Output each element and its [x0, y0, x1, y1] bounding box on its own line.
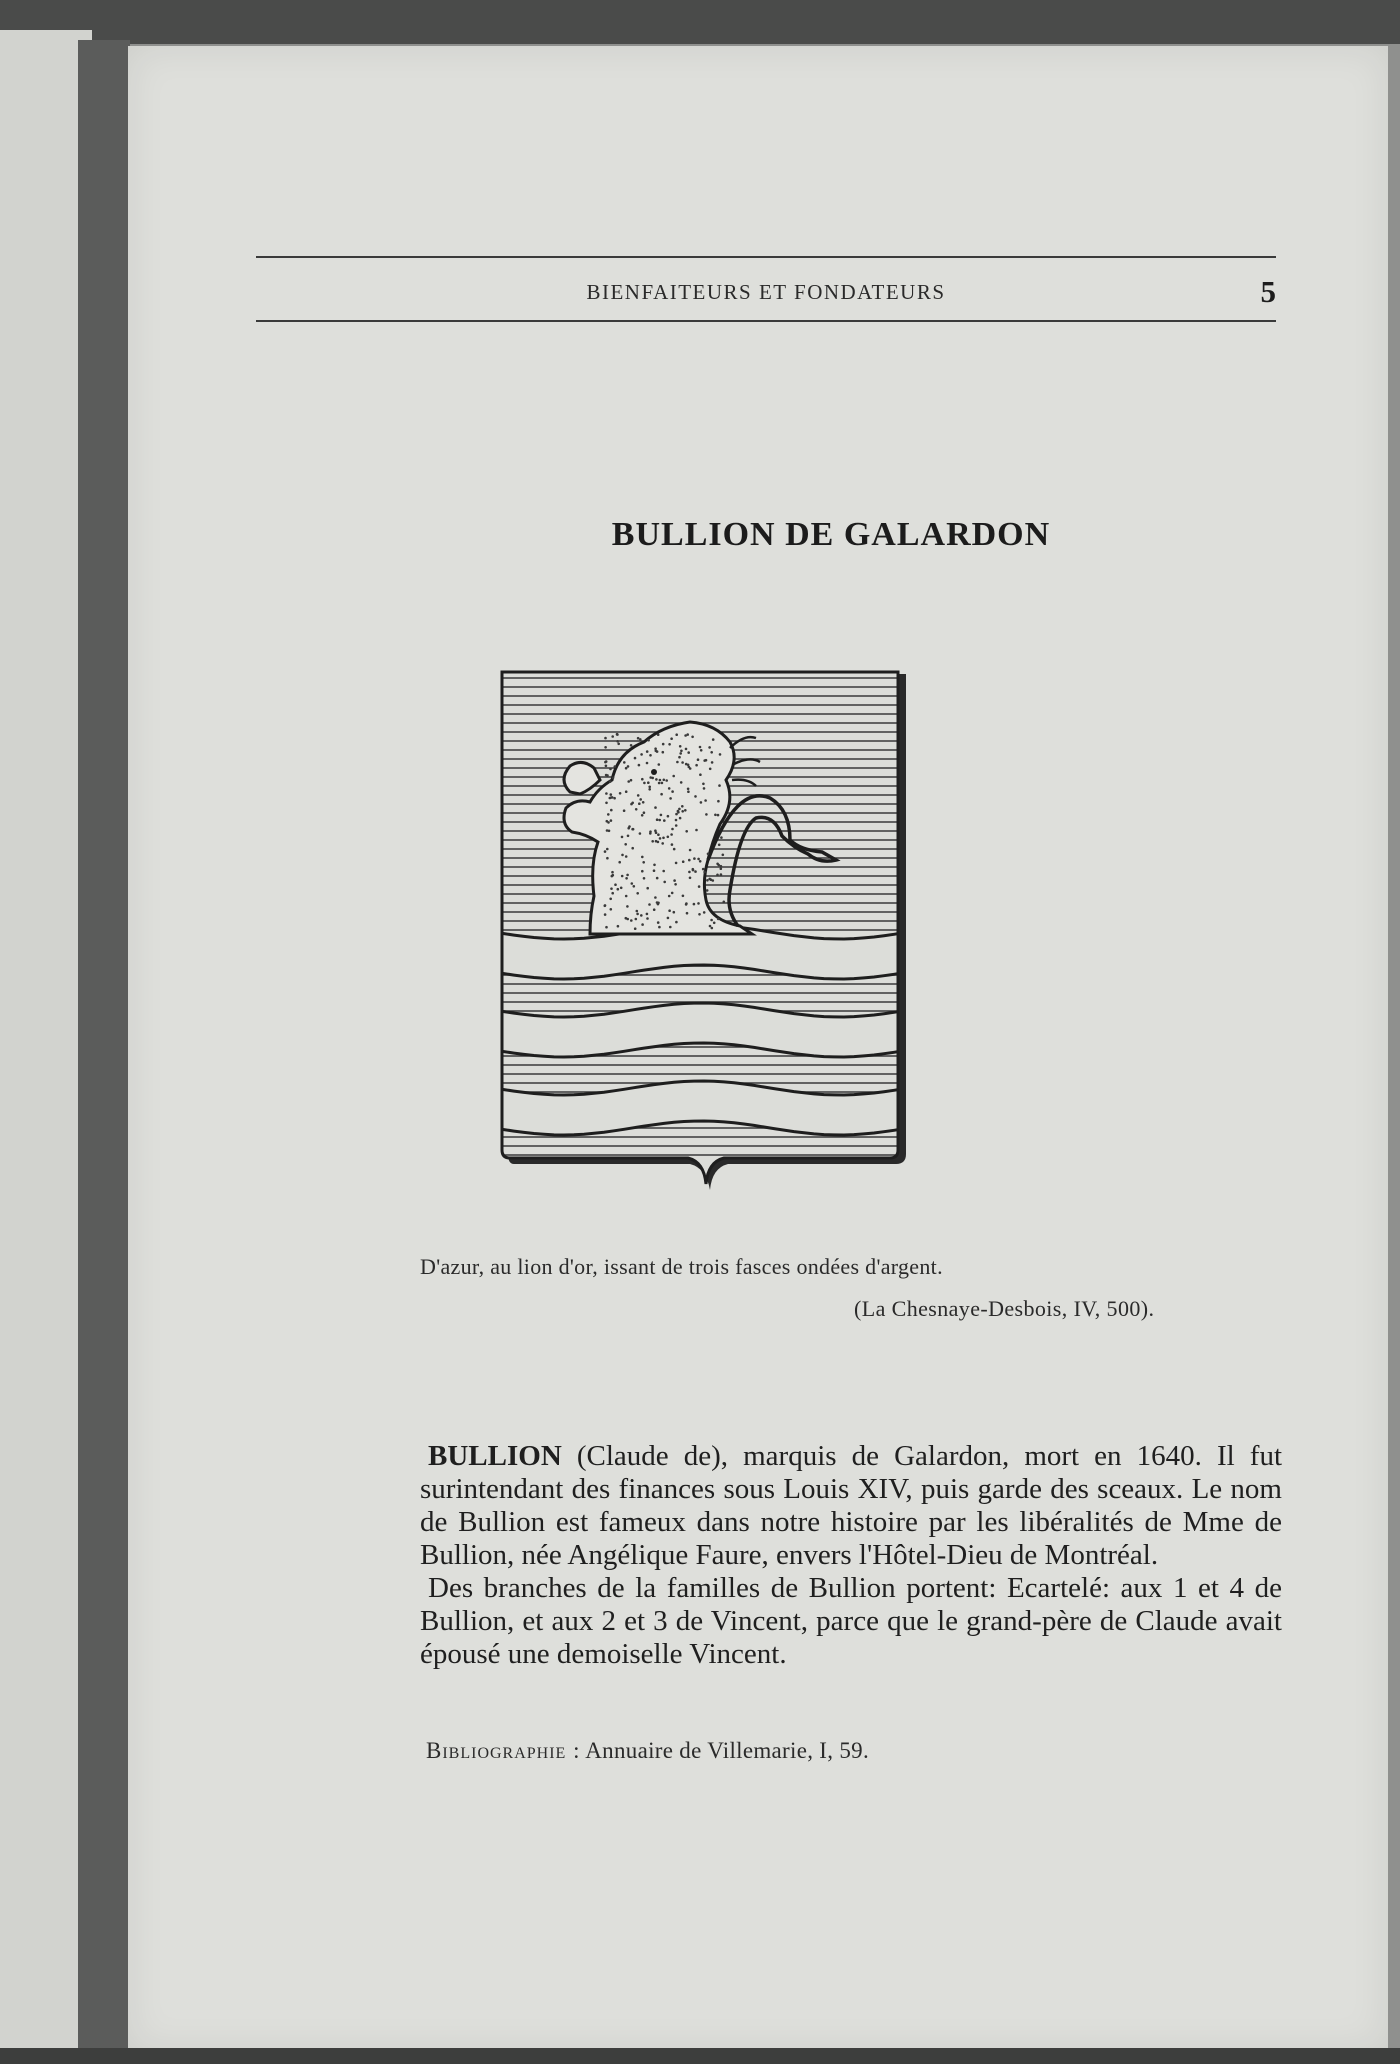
book-gutter — [78, 40, 130, 2064]
running-header — [256, 274, 1276, 314]
body-text — [420, 1440, 1282, 1671]
running-title: BIENFAITEURS ET FONDATEURS — [586, 280, 946, 304]
paragraph-1-text: (Claude de), marquis de Galardon, mort en 1640. Il fut surintendant des finances sous Louis XIV, puis garde des sceaux. Le nom de Bullion est fameux dans notre histoire par les libéralités de Mme de Bullion, née Angélique Faure, envers l'Hôtel-Dieu de Montréal. — [420, 1440, 1282, 1571]
paragraph-2: Des branches de la familles de Bullion portent: Ecartelé: aux 1 et 4 de Bullion, et aux 2 et 3 de Vincent, parce que le grand-père de Claude avait épousé une demoiselle Vincent. — [420, 1572, 1282, 1670]
header-rule-bottom — [256, 320, 1276, 322]
scan-top-edge — [0, 0, 1400, 44]
wavy-fesses — [494, 925, 914, 1135]
arms-source: (La Chesnaye-Desbois, IV, 500). — [854, 1296, 1155, 1321]
bibliography-text: Annuaire de Villemarie, I, 59. — [585, 1738, 870, 1763]
bibliography-label: Bibliographie : — [426, 1738, 581, 1763]
lion-eye — [651, 769, 657, 775]
coat-of-arms-shield — [494, 664, 914, 1204]
bibliography — [426, 1738, 869, 1764]
scan-bottom-edge — [0, 2048, 1400, 2064]
header-rule-top — [256, 256, 1276, 258]
page-heading: BULLION DE GALARDON — [611, 516, 1051, 553]
paragraph-1 — [420, 1440, 1282, 1572]
entry-name: BULLION — [428, 1440, 562, 1472]
page-number: 5 — [1260, 274, 1276, 309]
arms-caption: D'azur, au lion d'or, issant de trois fasces ondées d'argent. — [420, 1254, 943, 1279]
